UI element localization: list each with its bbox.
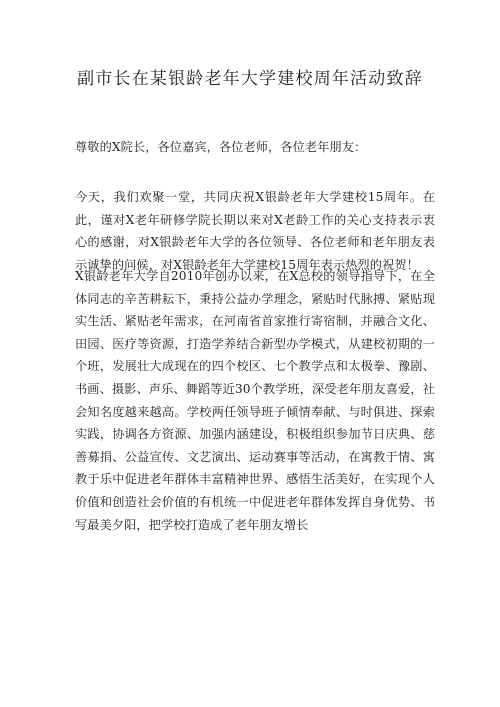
body-paragraph-2: X银龄老年大学自2010年创办以来，在X总校的领导指导下，在全体同志的辛苦耕耘下，秉持公益办学理念，紧贴时代脉搏、紧贴现实生活、紧贴老年需求，在河南省首家推行寄宿制，并融合文化、田园、医疗等资源，打造学养结合新型办学模式，从建校初期的一个班，发展壮大成现在的四个校区、七个教学点和太极拳、豫剧、书画、摄影、声乐、舞蹈等近30个教学班，深受老年朋友喜爱，社会知名度越来越高。学校两任领导班子倾情奉献、与时俱进、探索实践，协调各方资源、加强内涵建设，积极组织参加节日庆典、慈善募捐、公益宣传、文艺演出、运动赛事等活动，在寓教于情、寓教于乐中促进老年群体丰富精神世界、感悟生活美好，在实现个人价值和创造社会价值的有机统一中促进老年群体发挥自身优势、书写最美夕阳，把学校打造成了老年朋友增长 bbox=[75, 269, 435, 532]
document-title: 副市长在某银龄老年大学建校周年活动致辞 bbox=[77, 69, 423, 89]
greeting-paragraph: 尊敬的X院长，各位嘉宾，各位老师，各位老年朋友： bbox=[75, 140, 367, 154]
body-paragraph-1: 今天，我们欢聚一堂，共同庆祝X银龄老年大学建校15周年。在此，谨对X老年研修学院长期以来对X老龄工作的关心支持表示衷心的感谢，对X银龄老年大学的各位领导、各位老师和老年朋友表示诚挚的问候，对X银龄老年大学建校15周年表示热烈的祝贺！ bbox=[75, 190, 435, 272]
